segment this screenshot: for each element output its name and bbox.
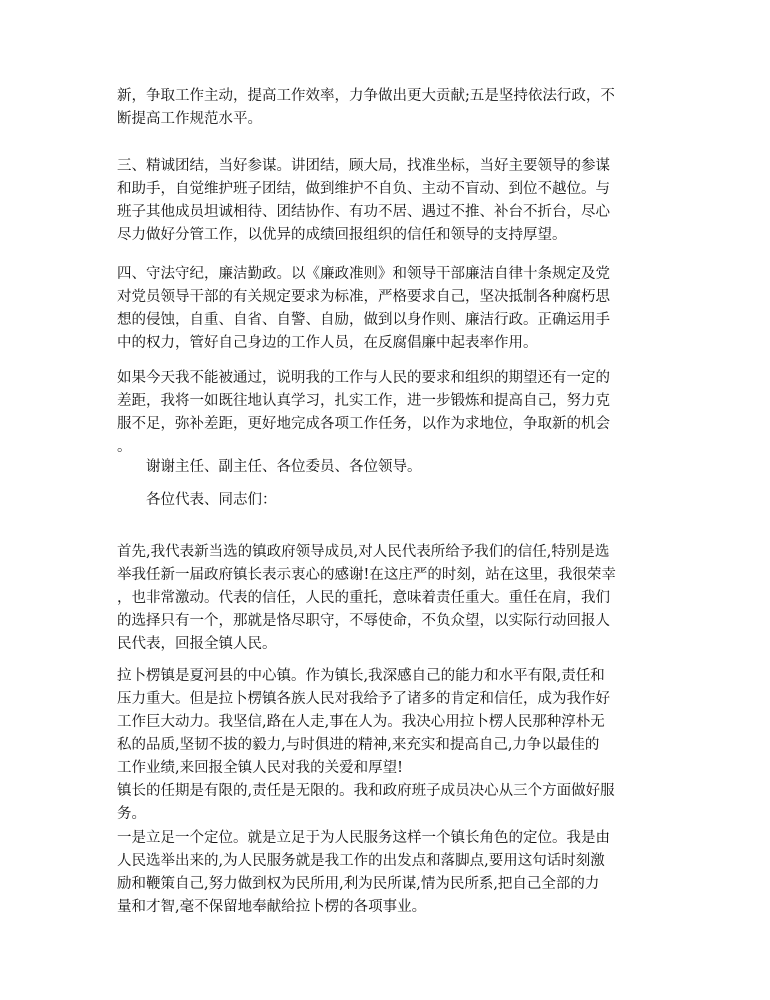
text-line: 四、守法守纪，廉洁勤政。以《廉政准则》和领导干部廉洁自律十条规定及党	[117, 266, 610, 282]
text-line: 中的权力，管好自己身边的工作人员，在反腐倡廉中起表率作用。	[117, 335, 538, 351]
paragraph-town-introduction	[117, 665, 662, 826]
text-line: 对党员领导干部的有关规定要求为标准，严格要求自己，坚决抵制各种腐朽思	[117, 289, 610, 305]
paragraph-first-positioning	[117, 827, 662, 919]
text-line: 三、精诚团结，当好参谋。讲团结，顾大局，找准坐标，当好主要领导的参谋	[117, 158, 610, 174]
paragraph-point-three-unity	[117, 155, 662, 247]
text-line: ，也非常激动。代表的信任，人民的重托，意味着责任重大。重任在肩，我们	[117, 590, 610, 606]
paragraph-gratitude	[117, 541, 662, 656]
text-line: 举我任新一届政府镇长表示衷心的感谢!在这庄严的时刻，站在这里，我很荣幸	[117, 567, 616, 583]
text-line: 尽力做好分管工作，以优异的成绩回报组织的信任和领导的支持厚望。	[117, 227, 567, 243]
paragraph-salutation	[146, 489, 691, 512]
text-line: 一是立足一个定位。就是立足于为人民服务这样一个镇长角色的定位。我是由	[117, 830, 610, 846]
text-line: 新，争取工作主动，提高工作效率，力争做出更大贡献;五是坚持依法行政，不	[117, 88, 615, 104]
text-line: 压力重大。但是拉卜楞镇各族人民对我给予了诸多的肯定和信任，成为我作好	[117, 691, 610, 707]
text-line: 。	[117, 439, 132, 455]
paragraph-administration-continued	[117, 85, 662, 131]
text-line: 班子其他成员坦诚相待、团结协作、有功不居、遇过不推、补台不折台，尽心	[117, 204, 610, 220]
text-line: 差距，我将一如既往地认真学习，扎实工作，进一步锻炼和提高自己，努力克	[117, 393, 610, 409]
text-line: 拉卜楞镇是夏河县的中心镇。作为镇长,我深感自己的能力和水平有限,责任和	[117, 668, 605, 684]
text-line: 服不足，弥补差距，更好地完成各项工作任务，以作为求地位，争取新的机会	[117, 416, 610, 432]
paragraph-if-not-passed	[117, 367, 662, 459]
text-line: 各位代表、同志们：	[146, 492, 277, 508]
paragraph-point-four-integrity	[117, 263, 662, 355]
text-line: 断提高工作规范水平。	[117, 111, 262, 127]
text-line: 首先,我代表新当选的镇政府领导成员,对人民代表所给予我们的信任,特别是选	[117, 544, 610, 560]
text-line: 的选择只有一个，那就是恪尽职守，不辱使命，不负众望，以实际行动回报人	[117, 613, 610, 629]
text-line: 量和才智,毫不保留地奉献给拉卜楞的各项事业。	[117, 899, 427, 915]
text-line: 务。	[117, 806, 146, 822]
text-line: 励和鞭策自己,努力做到权为民所用,利为民所谋,情为民所系,把自己全部的力	[117, 876, 600, 892]
text-line: 如果今天我不能被通过，说明我的工作与人民的要求和组织的期望还有一定的	[117, 370, 610, 386]
text-line: 镇长的任期是有限的,责任是无限的。我和政府班子成员决心从三个方面做好服	[117, 783, 615, 799]
text-line: 工作业绩,来回报全镇人民对我的关爱和厚望!	[117, 760, 403, 776]
paragraph-thanks	[146, 456, 691, 479]
text-line: 私的品质,坚韧不拔的毅力,与时俱进的精神,来充实和提高自己,力争以最佳的	[117, 737, 600, 753]
text-line: 和助手，自觉维护班子团结，做到维护不自负、主动不盲动、到位不越位。与	[117, 181, 610, 197]
text-line: 想的侵蚀，自重、自省、自警、自励，做到以身作则、廉洁行政。正确运用手	[117, 312, 610, 328]
text-line: 民代表，回报全镇人民。	[117, 636, 277, 652]
text-line: 谢谢主任、副主任、各位委员、各位领导。	[146, 459, 422, 475]
text-line: 人民选举出来的,为人民服务就是我工作的出发点和落脚点,要用这句话时刻激	[117, 853, 605, 869]
text-line: 工作巨大动力。我坚信,路在人走,事在人为。我决心用拉卜楞人民那种淳朴无	[117, 714, 605, 730]
